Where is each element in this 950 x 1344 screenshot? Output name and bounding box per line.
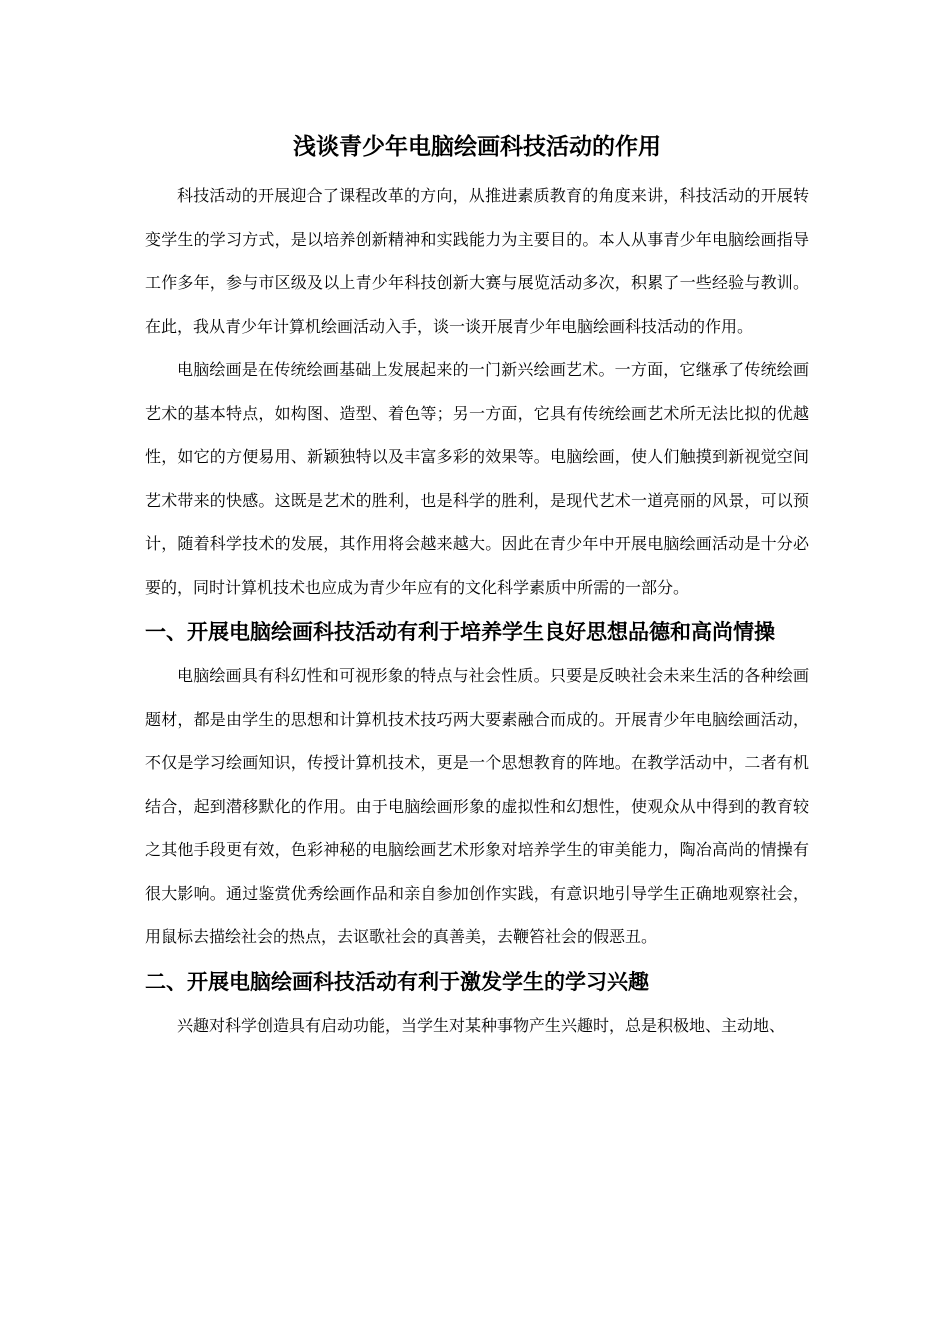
intro-paragraph-2: 电脑绘画是在传统绘画基础上发展起来的一门新兴绘画艺术。一方面，它继承了传统绘画艺术的基本特点，如构图、造型、着色等；另一方面，它具有传统绘画艺术所无法比拟的优越性，如它的方便易用、新颖独特以及丰富多彩的效果等。电脑绘画，使人们触摸到新视觉空间艺术带来的快感。这既是艺术的胜利，也是科学的胜利，是现代艺术一道亮丽的风景，可以预计，随着科学技术的发展，其作用将会越来越大。因此在青少年中开展电脑绘画活动是十分必要的，同时计算机技术也应成为青少年应有的文化科学素质中所需的一部分。 (145, 360, 809, 597)
document-body (145, 124, 809, 1047)
intro-paragraph-1: 科技活动的开展迎合了课程改革的方向，从推进素质教育的角度来讲，科技活动的开展转变学生的学习方式，是以培养创新精神和实践能力为主要目的。本人从事青少年电脑绘画指导工作多年，参与市区级及以上青少年科技创新大赛与展览活动多次，积累了一些经验与教训。在此，我从青少年计算机绘画活动入手，谈一谈开展青少年电脑绘画科技活动的作用。 (145, 186, 809, 336)
section-1-heading: 一、开展电脑绘画科技活动有利于培养学生良好思想品德和高尚情操 (145, 619, 775, 644)
section-1-paragraph: 电脑绘画具有科幻性和可视形象的特点与社会性质。只要是反映社会未来生活的各种绘画题材，都是由学生的思想和计算机技术技巧两大要素融合而成的。开展青少年电脑绘画活动，不仅是学习绘画知识，传授计算机技术，更是一个思想教育的阵地。在教学活动中，二者有机结合，起到潜移默化的作用。由于电脑绘画形象的虚拟性和幻想性，使观众从中得到的教育较之其他手段更有效，色彩神秘的电脑绘画艺术形象对培养学生的审美能力，陶冶高尚的情操有很大影响。通过鉴赏优秀绘画作品和亲自参加创作实践，有意识地引导学生正确地观察社会，用鼠标去描绘社会的热点，去讴歌社会的真善美，去鞭笞社会的假恶丑。 (145, 666, 809, 946)
section-2-heading: 二、开展电脑绘画科技活动有利于激发学生的学习兴趣 (145, 968, 649, 994)
section-2-paragraph: 兴趣对科学创造具有启动功能，当学生对某种事物产生兴趣时，总是积极地、主动地、 (177, 1015, 786, 1035)
document-title: 浅谈青少年电脑绘画科技活动的作用 (293, 133, 661, 160)
